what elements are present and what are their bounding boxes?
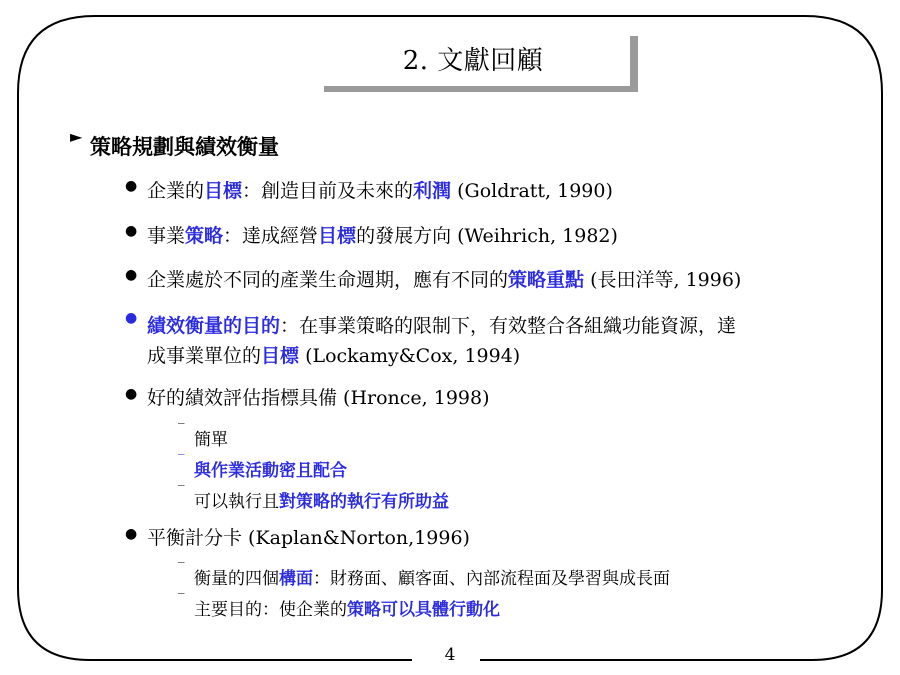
item-good-indicators: 好的績效評估指標具備 (Hronce, 1998): [147, 387, 490, 409]
dash-icon: ‾: [178, 561, 185, 576]
dash-icon: ‾: [178, 592, 185, 607]
dot-icon: ●: [125, 267, 138, 283]
dot-icon: ●: [125, 310, 138, 326]
dot-icon: ●: [125, 223, 138, 239]
item-performance-purpose-line1: 績效衡量的目的：在事業策略的限制下，有效整合各組織功能資源，達: [147, 315, 737, 337]
sub-item-main-purpose: 主要目的：使企業的策略可以具體行動化: [194, 600, 500, 620]
item-lifecycle: 企業處於不同的產業生命週期，應有不同的策略重點 (長田洋等, 1996): [147, 269, 742, 291]
dot-icon: ●: [125, 178, 138, 194]
sub-item-aligned: 與作業活動密且配合: [194, 461, 347, 481]
item-goal: 企業的目標：創造目前及未來的利潤 (Goldratt, 1990): [147, 180, 613, 202]
sub-item-simple: 簡單: [194, 430, 228, 450]
item-strategy: 事業策略：達成經營目標的發展方向 (Weihrich, 1982): [147, 225, 618, 247]
slide-title-text: 2. 文獻回顧: [402, 45, 544, 76]
triangle-right-icon: ►: [70, 127, 83, 146]
slide-title: [316, 30, 630, 86]
section-heading: 策略規劃與績效衡量: [90, 134, 279, 159]
dash-icon: ‾: [178, 422, 185, 437]
dot-icon: ●: [125, 526, 138, 542]
sub-item-four-perspectives: 衡量的四個構面：財務面、顧客面、內部流程面及學習與成長面: [194, 569, 670, 589]
item-performance-purpose-line2: 成事業單位的目標 (Lockamy&Cox, 1994): [147, 345, 521, 367]
dot-icon: ●: [125, 386, 138, 402]
dash-icon: ‾: [178, 453, 185, 468]
page-number: 4: [444, 645, 456, 665]
item-balanced-scorecard: 平衡計分卡 (Kaplan&Norton,1996): [147, 527, 470, 549]
sub-item-executable: 可以執行且對策略的執行有所助益: [194, 492, 449, 512]
dash-icon: ‾: [178, 484, 185, 499]
